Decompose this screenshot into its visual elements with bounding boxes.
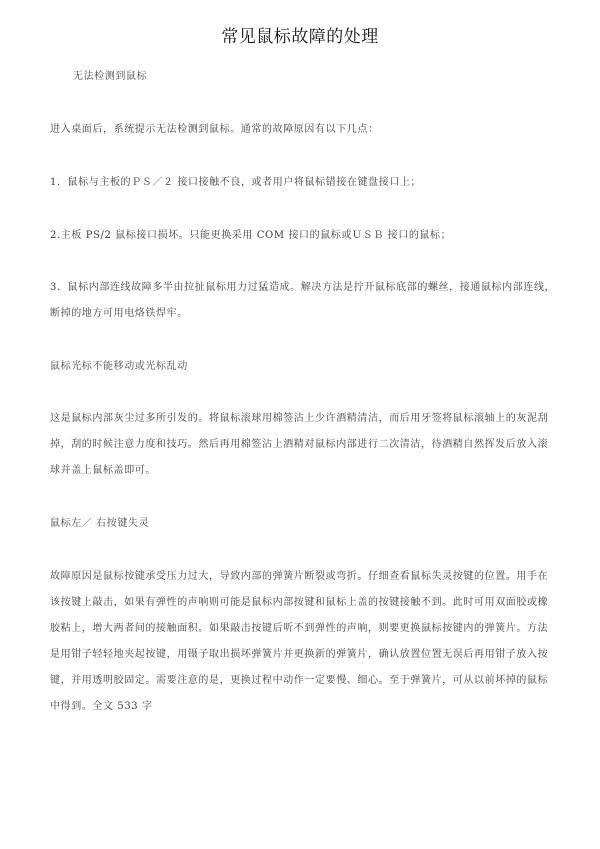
paragraph-intro: 进入桌面后，系统提示无法检测到鼠标。通常的故障原因有以下几点： — [50, 124, 379, 135]
section-heading-cursor: 鼠标光标不能移动或光标乱动 — [50, 361, 188, 372]
paragraph-cursor-fix: 这是鼠标内部灰尘过多所引发的。将鼠标滚球用棉签沾上少许酒精清洁，而后用牙签将鼠标滚轴上的灰泥刮掉，刮的时候注意力度和技巧。然后再用棉签沾上酒精对鼠标内部进行二次清洁，待酒精自然挥发后放入滚球并盖上鼠标盖即可。 — [50, 413, 549, 476]
list-item-3: 3．鼠标内部连线故障多半由拉扯鼠标用力过猛造成。解决方法是拧开鼠标底部的螺丝，接通鼠标内部连线，断掉的地方可用电烙铁焊牢。 — [50, 282, 556, 319]
page-title: 常见鼠标故障的处理 — [221, 27, 379, 47]
section-heading-no-mouse: 无法检测到鼠标 — [73, 71, 148, 82]
paragraph-buttons-fix: 故障原因是鼠标按键承受压力过大，导致内部的弹簧片断裂或弯折。仔细查看鼠标失灵按键的位置。用手在该按键上敲击，如果有弹性的声响则可能是鼠标内部按键和鼠标上盖的按键接触不到。此时可用双面胶或橡胶粘上，增大两者间的接触面积。如果敲击按键后听不到弹性的声响，则要更换鼠标按键内的弹簧片。方法是用钳子轻轻地夹起按键，用镊子取出损坏弹簧片并更换新的弹簧片，确认放置位置无误后再用钳子放入按键，并用透明胶固定。需要注意的是，更换过程中动作一定要慢、细心。至于弹簧片，可从以前坏掉的鼠标中得到。全文 533 字 — [50, 571, 549, 712]
list-item-2: 2.主板 PS/2 鼠标接口损坏。只能更换采用 COM 接口的鼠标或ＵＳＢ 接口的鼠标； — [50, 230, 452, 241]
section-heading-buttons: 鼠标左／ 右按键失灵 — [50, 518, 150, 529]
list-item-1: 1．鼠标与主板的ＰＳ／２ 接口接触不良，或者用户将鼠标错接在键盘接口上； — [50, 177, 422, 188]
